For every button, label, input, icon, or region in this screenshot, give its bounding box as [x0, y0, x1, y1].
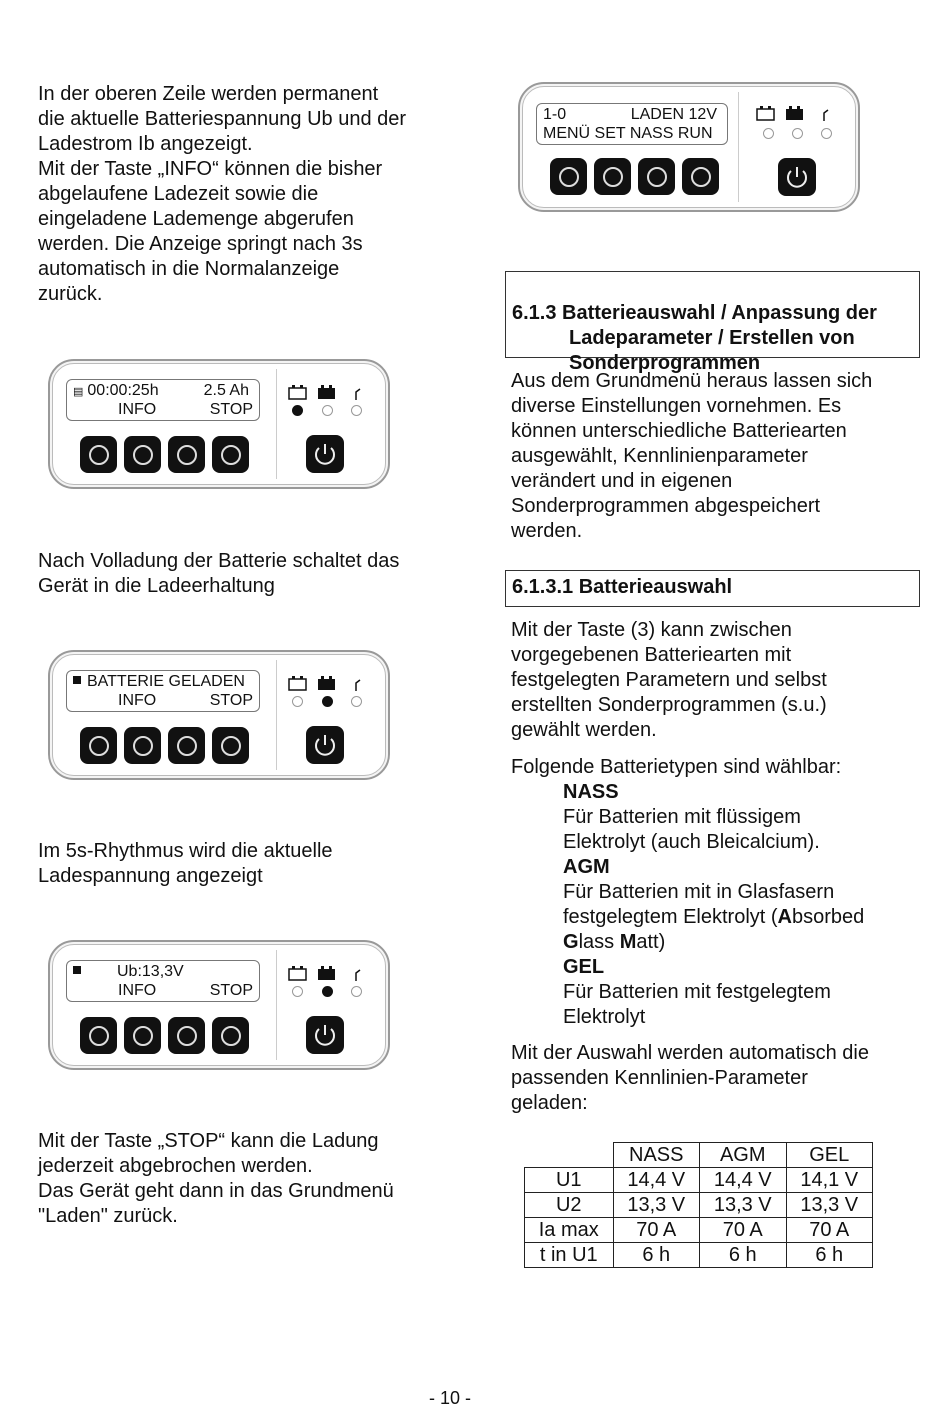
status-leds: [290, 986, 370, 998]
settings-paragraph: Aus dem Grundmenü heraus lassen sich diverse Einstellungen vornehmen. Es können unterschiedliche Batteriearten ausgewählt, Kennlinienparameter verändert und in eigenen Sonderprogrammen abgespeichert werden.: [511, 370, 873, 542]
stop-paragraph: Mit der Taste „STOP“ kann die Ladung jederzeit abgebrochen werden. Das Gerät geht dann in das Grundmenü "Laden" zurück.: [38, 1130, 394, 1227]
status-leds: [290, 696, 370, 708]
lcd-info-label: INFO: [118, 692, 157, 709]
charger-panel-menu: [518, 82, 860, 212]
table-cell: 6 h: [700, 1243, 787, 1268]
lcd-time: 00:00:25h: [87, 382, 159, 399]
type-gel-name: GEL: [563, 956, 605, 978]
power-icon: [306, 726, 344, 764]
table-row: [525, 1243, 873, 1268]
key-2-button[interactable]: [124, 436, 161, 473]
table-cell: 70 A: [700, 1218, 787, 1243]
table-cell: 13,3 V: [700, 1193, 787, 1218]
table-header-cell: [525, 1143, 614, 1168]
battery-types-list: [563, 780, 933, 1030]
indicator-square-icon: [73, 966, 81, 974]
agm-text-3: att): [636, 931, 666, 953]
led-2: [322, 405, 333, 416]
section-heading-line: 6.1.3 Batterieauswahl / Anpassung der: [512, 302, 877, 324]
led-2: [792, 128, 803, 139]
led-1: [292, 405, 303, 416]
lcd-menu-code: 1-0: [543, 106, 567, 123]
key-4-button[interactable]: [212, 1017, 249, 1054]
section-heading-text: [512, 301, 913, 376]
table-cell: Ia max: [525, 1218, 614, 1243]
agm-desc-text: Für Batterien mit in Glasfasern festgelegtem Elektrolyt (: [563, 881, 835, 928]
lcd-display: [66, 960, 260, 1002]
table-row: [525, 1168, 873, 1193]
agm-bold-m: M: [619, 931, 637, 953]
section-heading-text: 6.1.3.1 Batterieauswahl: [512, 576, 733, 598]
key-2-button[interactable]: [124, 727, 161, 764]
table-row: [525, 1193, 873, 1218]
rhythm-paragraph: Im 5s-Rhythmus wird die aktuelle Ladespannung angezeigt: [38, 840, 333, 887]
power-icon: [778, 158, 816, 196]
key-4-button[interactable]: [682, 158, 719, 195]
lcd-status: BATTERIE GELADEN: [87, 673, 245, 690]
table-cell: t in U1: [525, 1243, 614, 1268]
type-nass-name: NASS: [563, 781, 619, 803]
charger-panel-voltage: [48, 940, 390, 1070]
key-4-button[interactable]: [212, 436, 249, 473]
key-3-button[interactable]: [168, 1017, 205, 1054]
type-nass-desc: Für Batterien mit flüssigem Elektrolyt (auch Bleicalcium).: [563, 806, 820, 853]
lcd-display: [66, 670, 260, 712]
lcd-display: [536, 103, 728, 145]
lcd-stop-label: STOP: [209, 982, 253, 999]
table-cell: 70 A: [786, 1218, 873, 1243]
key-4-button[interactable]: [212, 727, 249, 764]
menu-icon: ▤: [73, 386, 84, 398]
led-3: [351, 405, 362, 416]
battery-status-icons: [288, 966, 378, 982]
agm-text-1: bsorbed: [791, 906, 865, 928]
table-cell: 6 h: [613, 1243, 700, 1268]
lcd-mode: LADEN 12V: [630, 106, 717, 123]
led-3: [821, 128, 832, 139]
table-cell: 13,3 V: [786, 1193, 873, 1218]
lcd-menu-items: MENÜ SET NASS RUN: [543, 125, 713, 142]
table-header-cell: AGM: [700, 1143, 787, 1168]
table-cell: U1: [525, 1168, 614, 1193]
led-1: [292, 986, 303, 997]
charger-panel-info: [48, 359, 390, 489]
table-cell: 14,1 V: [786, 1168, 873, 1193]
key-1-button[interactable]: [80, 727, 117, 764]
lcd-stop-label: STOP: [209, 692, 253, 709]
led-2: [322, 696, 333, 707]
status-leds: [761, 128, 841, 140]
lcd-charge: 2.5 Ah: [203, 382, 249, 399]
power-icon: [306, 435, 344, 473]
parameters-paragraph: Mit der Auswahl werden automatisch die passenden Kennlinien-Parameter geladen:: [511, 1042, 869, 1114]
led-2: [322, 986, 333, 997]
led-3: [351, 986, 362, 997]
key-3-button[interactable]: [168, 727, 205, 764]
intro-paragraph: In der oberen Zeile werden permanent die aktuelle Batteriespannung Ub und der Ladestrom Ib angezeigt. Mit der Taste „INFO“ können die bisher abgelaufene Ladezeit sowie die eingeladene Lademenge abgerufen werden. Die Anzeige springt nach 3s automatisch in die Normalanzeige zurück.: [38, 83, 407, 305]
power-button[interactable]: [306, 435, 344, 473]
trickle-paragraph: Nach Volladung der Batterie schaltet das Gerät in die Ladeerhaltung: [38, 550, 400, 597]
lcd-info-label: INFO: [118, 401, 157, 418]
section-heading-6-1-3-1: [505, 570, 920, 607]
battery-status-icons: [756, 106, 846, 122]
key-2-button[interactable]: [594, 158, 631, 195]
section-heading-line: Sonderprogrammen: [569, 352, 761, 374]
lcd-voltage: Ub:13,3V: [117, 963, 184, 980]
charger-panel-charged: [48, 650, 390, 780]
power-icon: [306, 1016, 344, 1054]
lcd-info-label: INFO: [118, 982, 157, 999]
types-intro: Folgende Batterietypen sind wählbar:: [511, 756, 842, 778]
led-3: [351, 696, 362, 707]
type-agm-name: AGM: [563, 856, 610, 878]
table-header-cell: NASS: [613, 1143, 700, 1168]
agm-bold-a: A: [777, 906, 792, 928]
key-1-button[interactable]: [550, 158, 587, 195]
led-1: [292, 696, 303, 707]
power-button[interactable]: [306, 1016, 344, 1054]
key-3-button[interactable]: [638, 158, 675, 195]
table-row: [525, 1218, 873, 1243]
table-header-row: [525, 1143, 873, 1168]
table-cell: 14,4 V: [700, 1168, 787, 1193]
section-heading-6-1-3: [505, 271, 920, 374]
status-leds: [290, 405, 370, 417]
key-2-button[interactable]: [124, 1017, 161, 1054]
power-button[interactable]: [778, 158, 816, 196]
battery-status-icons: [288, 676, 378, 692]
table-cell: 6 h: [786, 1243, 873, 1268]
key-1-button[interactable]: [80, 1017, 117, 1054]
table-cell: 70 A: [613, 1218, 700, 1243]
agm-text-2: lass: [578, 931, 620, 953]
table-cell: 14,4 V: [613, 1168, 700, 1193]
type-agm-desc: [563, 880, 933, 955]
type-gel-desc: Für Batterien mit festgelegtem Elektrolyt: [563, 981, 831, 1028]
parameter-table: [524, 1142, 873, 1268]
key-3-button[interactable]: [168, 436, 205, 473]
selection-paragraph: Mit der Taste (3) kann zwischen vorgegebenen Batteriearten mit festgelegten Parametern und selbst erstellten Sonderprogrammen (s.u.) gewählt werden.: [511, 619, 827, 741]
power-button[interactable]: [306, 726, 344, 764]
table-header-cell: GEL: [786, 1143, 873, 1168]
table-cell: 13,3 V: [613, 1193, 700, 1218]
agm-bold-g: G: [563, 931, 579, 953]
lcd-stop-label: STOP: [209, 401, 253, 418]
led-1: [763, 128, 774, 139]
table-cell: U2: [525, 1193, 614, 1218]
page-number: - 10 -: [428, 1388, 471, 1408]
section-heading-line: Ladeparameter / Erstellen von: [569, 327, 855, 349]
lcd-display: [66, 379, 260, 421]
battery-status-icons: [288, 385, 378, 401]
indicator-square-icon: [73, 676, 81, 684]
key-1-button[interactable]: [80, 436, 117, 473]
